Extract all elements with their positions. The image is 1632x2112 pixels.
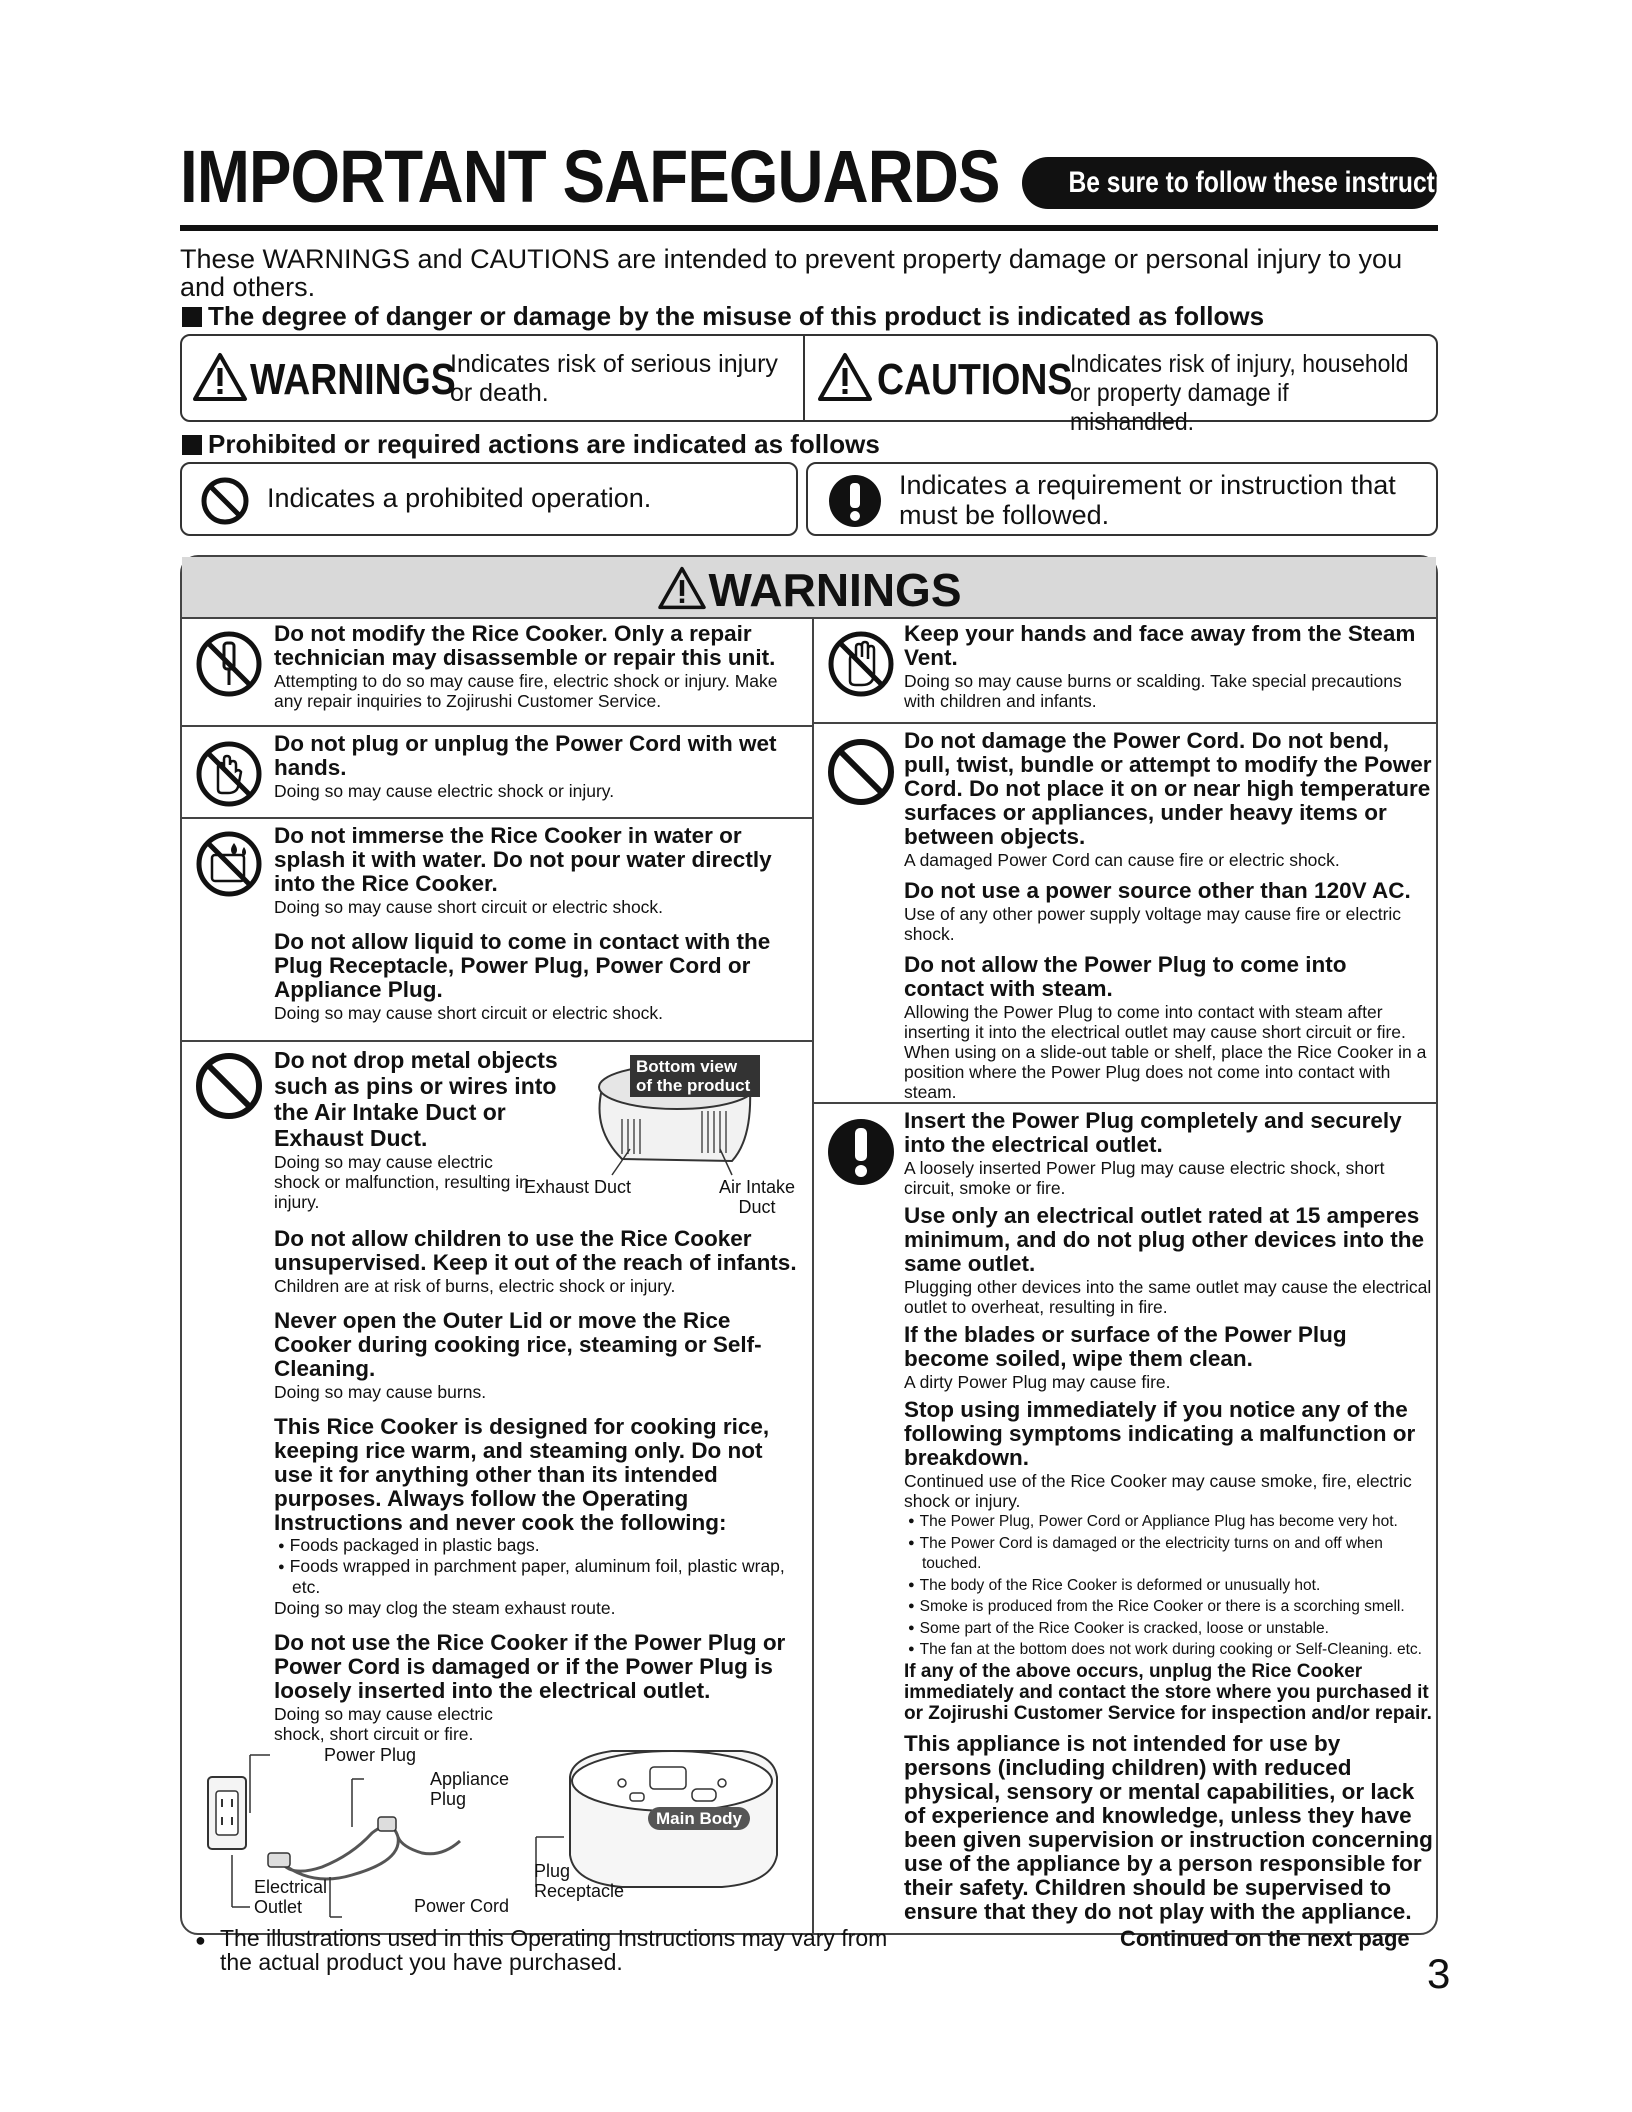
warnings-legend <box>182 336 805 420</box>
power-plug-label: Power Plug <box>324 1745 417 1765</box>
warning-heading: Do not allow children to use the Rice Cooker unsupervised. Keep it out of the reach of infants. <box>274 1226 797 1275</box>
illustration-note-text: The illustrations used in this Operating Instructions may vary from the actual product you have purchased. <box>220 1925 888 1975</box>
required-legend <box>806 462 1438 536</box>
warning-body: Children are at risk of burns, electric shock or injury. <box>274 1276 676 1296</box>
requirement-body: Continued use of the Rice Cooker may cause smoke, fire, electric shock or injury. <box>904 1471 1412 1511</box>
warning-power-cord <box>904 729 1432 1102</box>
required-description: Indicates a requirement or instruction that must be followed. <box>899 470 1396 530</box>
warnings-panel-title <box>182 563 1436 617</box>
no-touch-hand-icon <box>826 629 896 699</box>
bullet-dot-icon: ● <box>195 1930 206 1950</box>
requirement-power-plug <box>904 1109 1434 1924</box>
cautions-word: CAUTIONS <box>877 355 1073 404</box>
warnings-panel-header <box>182 557 1436 619</box>
section-divider <box>182 817 812 819</box>
list-item: ● The body of the Rice Cooker is deformed or unusually hot. <box>904 1575 1434 1597</box>
section-divider <box>812 1102 1436 1104</box>
warning-body: Doing so may clog the steam exhaust route. <box>274 1598 616 1618</box>
warning-heading: Keep your hands and face away from the Steam Vent. <box>904 621 1416 670</box>
warning-triangle-icon <box>817 352 873 402</box>
warning-heading: This Rice Cooker is designed for cooking rice, keeping rice warm, and steaming only. Do not use it for anything other than its intended purposes. Always follow the Operating Instructions and never cook the following: <box>274 1414 770 1535</box>
actions-heading <box>182 429 880 460</box>
list-item: ● Foods packaged in plastic bags. <box>274 1535 804 1556</box>
list-item: ● Some part of the Rice Cooker is cracked, loose or unstable. <box>904 1618 1434 1640</box>
square-bullet-icon <box>182 307 202 327</box>
prohibited-foods-list <box>274 1535 804 1597</box>
bottom-view-label: Bottom view of the product <box>630 1055 760 1097</box>
list-item: ● The fan at the bottom does not work during cooking or Self-Cleaning. etc. <box>904 1639 1434 1661</box>
warning-body: Doing so may cause burns. <box>274 1382 487 1402</box>
warning-children <box>274 1227 804 1744</box>
instruction-badge-text: Be sure to follow these instructions. <box>1068 166 1493 199</box>
requirement-heading: Stop using immediately if you notice any of the following symptoms indicating a malfunction or breakdown. <box>904 1397 1416 1470</box>
degree-heading-text: The degree of danger or damage by the misuse of this product is indicated as follows <box>208 301 1265 331</box>
page-number: 3 <box>1427 1950 1451 1997</box>
warning-body: Doing so may cause short circuit or electric shock. <box>274 1003 664 1023</box>
list-item: ● Foods wrapped in parchment paper, aluminum foil, plastic wrap, etc. <box>274 1556 804 1597</box>
cautions-legend <box>805 336 1436 436</box>
page-title: IMPORTANT SAFEGUARDS <box>180 135 1000 218</box>
no-water-icon <box>194 829 264 899</box>
no-wet-hands-icon <box>194 739 264 809</box>
cautions-description: Indicates risk of injury, household or property damage if mishandled. <box>1070 350 1409 436</box>
prohibited-circle-icon <box>194 1051 264 1121</box>
warning-body: Doing so may cause short circuit or electric shock. <box>274 897 664 917</box>
requirement-heading: If any of the above occurs, unplug the Rice Cooker immediately and contact the store where you purchased it or Zojirushi Customer Service for inspection and/or repair. <box>904 1660 1432 1724</box>
warning-immerse <box>274 824 799 1023</box>
degree-legend <box>180 334 1438 436</box>
square-bullet-icon <box>182 435 202 455</box>
continued-note: Continued on the next page <box>1120 1926 1410 1951</box>
section-divider <box>812 722 1436 724</box>
warning-body: Use of any other power supply voltage may cause fire or electric shock. <box>904 904 1402 944</box>
exclamation-circle-icon <box>828 474 882 528</box>
list-item: ● The Power Cord is damaged or the electricity turns on and off when touched. <box>904 1533 1434 1575</box>
warning-heading: Do not damage the Power Cord. Do not bend, pull, twist, bundle or attempt to modify the Power Cord. Do not place it on or near high temperature surfaces or appliances, under heavy items or between objects. <box>904 728 1432 849</box>
electrical-outlet-label: Electrical Outlet <box>254 1877 328 1917</box>
warning-body: Doing so may cause electric shock or malfunction, resulting in injury. <box>274 1152 529 1212</box>
warning-heading: Do not allow liquid to come in contact with the Plug Receptacle, Power Plug, Power Cord or Appliance Plug. <box>274 929 771 1002</box>
prohibited-circle-icon <box>826 737 896 807</box>
section-divider <box>182 1040 812 1042</box>
warning-body: Doing so may cause burns or scalding. Take special precautions with children and infants. <box>904 671 1402 711</box>
air-intake-duct-label: Air Intake Duct <box>718 1177 796 1217</box>
exhaust-duct-label: Exhaust Duct <box>524 1177 632 1197</box>
degree-heading <box>182 301 1264 332</box>
requirement-body: A loosely inserted Power Plug may cause electric shock, short circuit, smoke or fire. <box>904 1158 1385 1198</box>
requirement-heading: This appliance is not intended for use by persons (including children) with reduced physical, sensory or mental capabilities, or lack of experience and knowledge, unless they have been given supervision or instruction concerning use of the appliance by a person responsible for their safety. Children should be supervised to ensure that they do not play with the appliance. <box>904 1730 1433 1924</box>
illustration-note <box>195 1926 915 1974</box>
warning-heading: Do not drop metal objects such as pins or wires into the Air Intake Duct or Exhaust Duct. <box>274 1047 558 1151</box>
warning-heading: Do not plug or unplug the Power Cord with wet hands. <box>274 731 777 780</box>
list-item: ● Smoke is produced from the Rice Cooker or there is a scorching smell. <box>904 1596 1434 1618</box>
title-divider <box>180 225 1438 231</box>
warning-wet-hands <box>274 732 799 801</box>
warning-triangle-icon <box>657 566 707 610</box>
prohibited-circle-icon <box>200 476 250 526</box>
warning-heading: Do not immerse the Rice Cooker in water or splash it with water. Do not pour water directly into the Rice Cooker. <box>274 823 772 896</box>
requirement-body: Plugging other devices into the same outlet may cause the electrical outlet to overheat, resulting in fire. <box>904 1277 1432 1317</box>
warning-triangle-icon <box>192 352 248 402</box>
warning-body: A damaged Power Cord can cause fire or electric shock. <box>904 850 1340 870</box>
warning-modify <box>274 622 799 711</box>
warning-body: Doing so may cause electric shock, short circuit or fire. <box>274 1704 493 1744</box>
warning-heading: Do not use the Rice Cooker if the Power Plug or Power Cord is damaged or if the Power Plug is loosely inserted into the electrical outlet. <box>274 1630 786 1703</box>
section-divider <box>182 725 812 727</box>
warnings-word: WARNINGS <box>250 355 456 404</box>
prohibited-legend <box>180 462 798 536</box>
warning-heading: Do not allow the Power Plug to come into contact with steam. <box>904 952 1347 1001</box>
warning-body: Attempting to do so may cause fire, electric shock or injury. Make any repair inquiries to Zojirushi Customer Service. <box>274 671 778 711</box>
warning-body: Allowing the Power Plug to come into contact with steam after inserting it into the electrical outlet may cause short circuit or fire. When using on a slide-out table or shelf, place the Rice Cooker in a position where the Power Plug does not come into contact with steam. <box>904 1002 1427 1102</box>
requirement-heading: Use only an electrical outlet rated at 15 amperes minimum, and do not plug other devices into the same outlet. <box>904 1203 1425 1276</box>
column-divider <box>812 619 814 1933</box>
main-body-label: Main Body <box>648 1807 750 1830</box>
prohibited-description: Indicates a prohibited operation. <box>267 483 652 513</box>
actions-heading-text: Prohibited or required actions are indicated as follows <box>208 429 880 459</box>
warning-body: Doing so may cause electric shock or injury. <box>274 781 615 801</box>
list-item: ● The Power Plug, Power Cord or Appliance Plug has become very hot. <box>904 1511 1434 1533</box>
power-cord-label: Power Cord <box>414 1896 510 1916</box>
warnings-description: Indicates risk of serious injury or death. <box>450 350 778 407</box>
warnings-panel-title-text: WARNINGS <box>708 564 962 616</box>
requirement-body: A dirty Power Plug may cause fire. <box>904 1372 1171 1392</box>
requirement-heading: If the blades or surface of the Power Plug become soiled, wipe them clean. <box>904 1322 1347 1371</box>
no-disassembly-icon <box>194 629 264 699</box>
exclamation-circle-icon <box>826 1117 896 1187</box>
warning-heading: Never open the Outer Lid or move the Rice Cooker during cooking rice, steaming or Self-Cleaning. <box>274 1308 762 1381</box>
intro-text: These WARNINGS and CAUTIONS are intended to prevent property damage or personal injury to you and others. <box>180 244 1403 302</box>
instruction-badge <box>1022 157 1493 209</box>
appliance-plug-label: Appliance Plug <box>430 1769 510 1809</box>
malfunction-symptoms-list <box>904 1511 1434 1661</box>
warning-heading: Do not modify the Rice Cooker. Only a repair technician may disassemble or repair this unit. <box>274 621 776 670</box>
requirement-heading: Insert the Power Plug completely and securely into the electrical outlet. <box>904 1108 1402 1157</box>
warning-steam-vent <box>904 622 1429 711</box>
warning-heading: Do not use a power source other than 120V AC. <box>904 878 1411 903</box>
plug-receptacle-label: Plug Receptacle <box>534 1861 625 1901</box>
warnings-panel <box>180 555 1438 1935</box>
